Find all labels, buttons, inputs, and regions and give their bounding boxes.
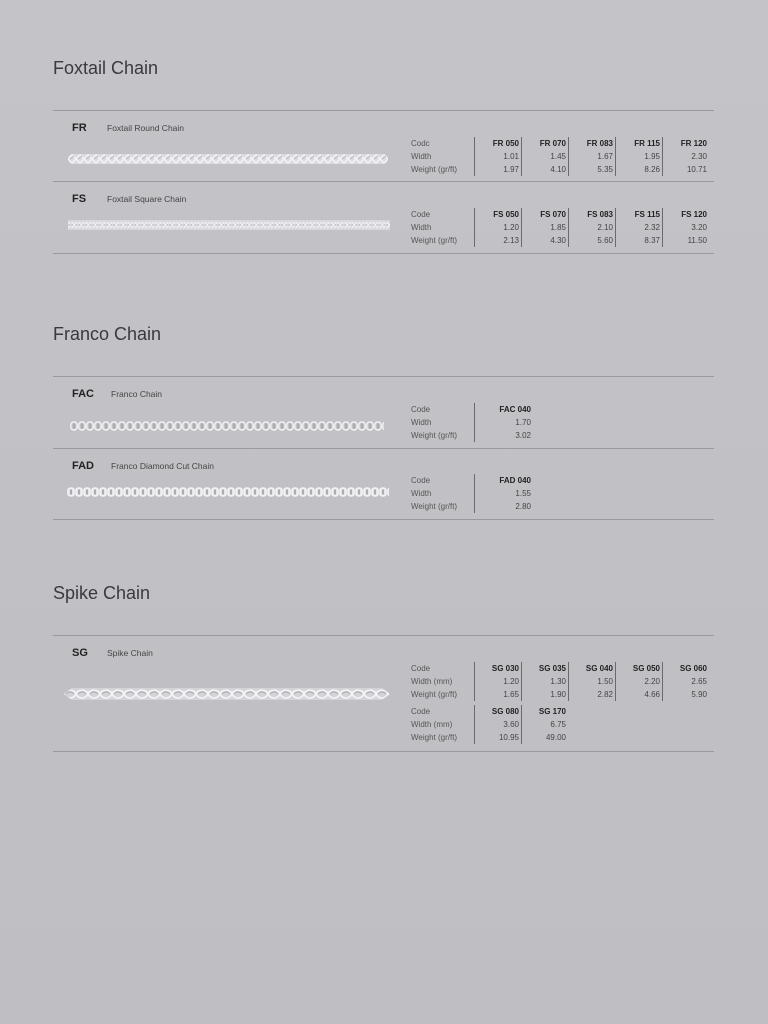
divider — [53, 635, 714, 636]
divider — [53, 751, 714, 752]
weight-label: Weight (gr/ft) — [411, 236, 458, 245]
product-name-fac: Franco Chain — [111, 389, 163, 399]
weight-cell: 5.35 — [568, 163, 615, 176]
width-cell: 3.20 — [662, 221, 709, 234]
divider — [53, 376, 714, 377]
width-cell: 1.01 — [474, 150, 521, 163]
code-cell: SG 060 — [662, 662, 709, 675]
section-title-foxtail: Foxtail Chain — [53, 58, 159, 78]
weight-cell: 2.80 — [474, 500, 533, 513]
width-cell: 2.10 — [568, 221, 615, 234]
weight-label: Weight (gr/ft) — [411, 690, 458, 699]
code-cell: SG 080 — [474, 705, 521, 718]
code-label: Code — [411, 405, 431, 414]
width-cell: 2.20 — [615, 675, 662, 688]
weight-cell: 3.02 — [474, 429, 533, 442]
weight-label: Weight (gr/ft) — [411, 733, 458, 742]
weight-cell: 5.90 — [662, 688, 709, 701]
width-cell: 1.67 — [568, 150, 615, 163]
divider — [53, 519, 714, 520]
width-label: Width — [411, 489, 432, 498]
weight-cell: 4.30 — [521, 234, 568, 247]
spec-table-fr — [411, 137, 709, 176]
foxtail-round-chain-image — [68, 152, 388, 166]
code-cell: FR 050 — [474, 137, 521, 150]
product-name-sg: Spike Chain — [107, 648, 153, 658]
product-code-fad: FAD — [72, 460, 94, 472]
width-cell: 1.20 — [474, 221, 521, 234]
code-cell: FS 050 — [474, 208, 521, 221]
weight-cell: 1.97 — [474, 163, 521, 176]
width-cell: 1.50 — [568, 675, 615, 688]
spec-table-fs — [411, 208, 709, 247]
foxtail-square-chain-image — [68, 218, 390, 232]
code-cell: FS 070 — [521, 208, 568, 221]
width-label: Width — [411, 223, 432, 232]
code-cell: SG 170 — [521, 705, 568, 718]
weight-cell: 4.66 — [615, 688, 662, 701]
width-cell: 1.55 — [474, 487, 533, 500]
weight-label: Weight (gr/ft) — [411, 165, 458, 174]
width-cell: 1.85 — [521, 221, 568, 234]
code-cell: FR 120 — [662, 137, 709, 150]
product-code-sg: SG — [72, 647, 88, 659]
weight-cell: 11.50 — [662, 234, 709, 247]
divider — [53, 448, 714, 449]
width-cell: 2.30 — [662, 150, 709, 163]
spike-chain-image — [64, 685, 390, 703]
weight-cell: 1.90 — [521, 688, 568, 701]
product-code-fr: FR — [72, 122, 87, 134]
section-title-spike: Spike Chain — [53, 583, 151, 603]
width-label: Width — [411, 418, 432, 427]
weight-cell: 5.60 — [568, 234, 615, 247]
product-name-fr: Foxtail Round Chain — [107, 123, 185, 133]
spec-table-fac — [411, 403, 533, 442]
weight-label: Weight (gr/ft) — [411, 431, 458, 440]
width-label: Width — [411, 152, 432, 161]
weight-cell: 1.65 — [474, 688, 521, 701]
franco-chain-image — [70, 419, 384, 433]
divider — [53, 181, 714, 182]
weight-cell: 8.26 — [615, 163, 662, 176]
weight-cell: 2.13 — [474, 234, 521, 247]
franco-diamond-cut-chain-image — [67, 485, 389, 499]
spec-table-fad — [411, 474, 533, 513]
code-cell: FR 083 — [568, 137, 615, 150]
width-cell: 1.95 — [615, 150, 662, 163]
width-cell: 2.32 — [615, 221, 662, 234]
weight-cell: 49.00 — [521, 731, 568, 744]
product-name-fs: Foxtail Square Chain — [107, 194, 187, 204]
width-cell: 1.30 — [521, 675, 568, 688]
code-cell: SG 040 — [568, 662, 615, 675]
code-label: Code — [411, 707, 431, 716]
weight-cell: 8.37 — [615, 234, 662, 247]
product-code-fac: FAC — [72, 388, 94, 400]
weight-cell: 10.71 — [662, 163, 709, 176]
code-cell: FS 120 — [662, 208, 709, 221]
code-cell: SG 035 — [521, 662, 568, 675]
section-title-franco: Franco Chain — [53, 324, 162, 344]
product-code-fs: FS — [72, 193, 87, 205]
spec-table-sg — [411, 662, 709, 744]
divider — [53, 253, 714, 254]
code-cell: FS 083 — [568, 208, 615, 221]
weight-label: Weight (gr/ft) — [411, 502, 458, 511]
width-cell: 6.75 — [521, 718, 568, 731]
code-cell: FS 115 — [615, 208, 662, 221]
width-cell: 3.60 — [474, 718, 521, 731]
weight-cell: 10.95 — [474, 731, 521, 744]
code-label: Code — [411, 210, 431, 219]
width-label: Width (mm) — [411, 677, 453, 686]
code-cell: FR 070 — [521, 137, 568, 150]
width-cell: 1.70 — [474, 416, 533, 429]
code-cell: FR 115 — [615, 137, 662, 150]
width-label: Width (mm) — [411, 720, 453, 729]
code-label: Codc — [411, 139, 430, 148]
code-label: Code — [411, 476, 431, 485]
weight-cell: 2.82 — [568, 688, 615, 701]
code-cell: SG 030 — [474, 662, 521, 675]
code-label: Code — [411, 664, 431, 673]
width-cell: 2.65 — [662, 675, 709, 688]
width-cell: 1.20 — [474, 675, 521, 688]
width-cell: 1.45 — [521, 150, 568, 163]
weight-cell: 4.10 — [521, 163, 568, 176]
code-cell: SG 050 — [615, 662, 662, 675]
code-cell: FAC 040 — [474, 403, 533, 416]
divider — [53, 110, 714, 111]
product-name-fad: Franco Diamond Cut Chain — [111, 461, 214, 471]
code-cell: FAD 040 — [474, 474, 533, 487]
